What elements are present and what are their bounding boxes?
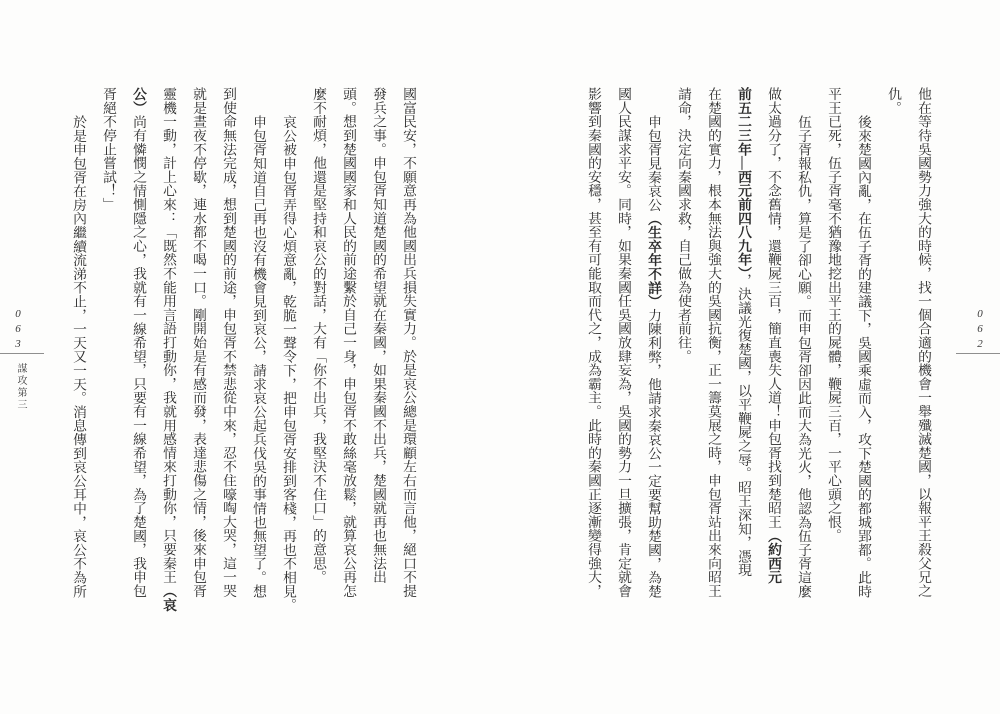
text-column: 就是晝夜不停歇，連水都不喝一口。剛開始是有感而發，表達悲傷之情，後來申包胥 (191, 87, 206, 598)
text-column: 仇。 (886, 87, 901, 115)
text-column: 申包胥知道自己再也沒有機會見到哀公，請求哀公起兵伐吳的事情也無望了。想 (251, 114, 266, 598)
text-column: 伍子胥報私仇，算是了卻心願。而申包胥卻因此而大為光火，他認為伍子胥這麼 (796, 114, 811, 598)
text-column: 國人民謀求平安。同時，如果秦國任吳國放肆妄為，吳國的勢力一旦擴張，肯定就會 (616, 87, 631, 598)
text-column: 平王已死，伍子胥毫不猶豫地挖出平王的屍體，鞭屍三百，一平心頭之恨。 (826, 87, 841, 543)
text-column: 公）尚有憐憫之情惻隱之心，我就有一線希望，只要有一線希望，為了楚國，我申包 (131, 87, 146, 598)
text-column: 國富民安，不願意再為他國出兵損失實力。於是哀公總是環顧左右而言他，絕口不提 (401, 87, 416, 598)
text-column: 到使命無法完成，想到楚國的前途，申包胥不禁悲從中來，忍不住嚎啕大哭，這一哭 (221, 87, 236, 598)
text-column: 請命，決定向秦國求救，自己做為使者前往。 (676, 87, 691, 363)
text-column: 於是申包胥在房內繼續流涕不止，一天又一天。消息傳到哀公耳中，哀公不為所 (71, 114, 86, 598)
text-column: 哀公被申包胥弄得心煩意亂，乾脆一聲令下，把申包胥安排到客棧，再也不相見。 (281, 114, 296, 612)
text-column: 做太過分了，不念舊情，還鞭屍三百，簡直喪失人道！申包胥找到楚昭王（約西元 (766, 87, 781, 584)
page-number-right: 062 (974, 308, 986, 353)
text-column: 發兵之事。申包胥知道楚國的希望就在秦國，如果秦國不出兵，楚國就再也無法出 (371, 87, 386, 584)
page-number-left: 063 (12, 308, 24, 353)
text-column: 靈機一動，計上心來：「既然不能用言語打動你，我就用感情來打動你，只要秦王（哀 (161, 87, 176, 612)
text-column: 申包胥見秦哀公（生卒年不詳）力陳利弊，他請求秦哀公一定要幫助楚國，為楚 (646, 114, 661, 598)
text-column: 他在等待吳國勢力強大的時候，找一個合適的機會一舉殲滅楚國，以報平王殺父兄之 (916, 87, 931, 598)
text-column: 影響到秦國的安穩，甚至有可能取而代之，成為霸主。此時的秦國正逐漸變得強大， (586, 87, 601, 598)
text-block-left (63, 87, 423, 635)
folio-rule-left (0, 353, 44, 354)
text-column: 頭。想到楚國國家和人民的前途繫於自己一身，申包胥不敢絲毫放鬆，就算哀公再怎 (341, 87, 356, 598)
text-column: 後來楚國內亂，在伍子胥的建議下，吳國乘虛而入，攻下楚國的都城郢都。此時 (856, 114, 871, 598)
text-column: 在楚國的實力，根本無法與強大的吳國抗衡，正一籌莫展之時，申包胥站出來向昭王 (706, 87, 721, 598)
chapter-running-header: 謀攻第三 (15, 363, 26, 411)
text-column: 麼不耐煩，他還是堅持和哀公的對話，大有「你不出兵，我堅決不住口」的意思。 (311, 87, 326, 584)
text-column: 胥絕不停止嘗試！」 (101, 87, 116, 212)
text-block-right (578, 87, 938, 635)
text-column: 前五二三年—西元前四八九年），決議光復楚國，以平鞭屍之辱。昭王深知，憑現 (736, 87, 751, 577)
folio-rule-right (956, 353, 1000, 354)
